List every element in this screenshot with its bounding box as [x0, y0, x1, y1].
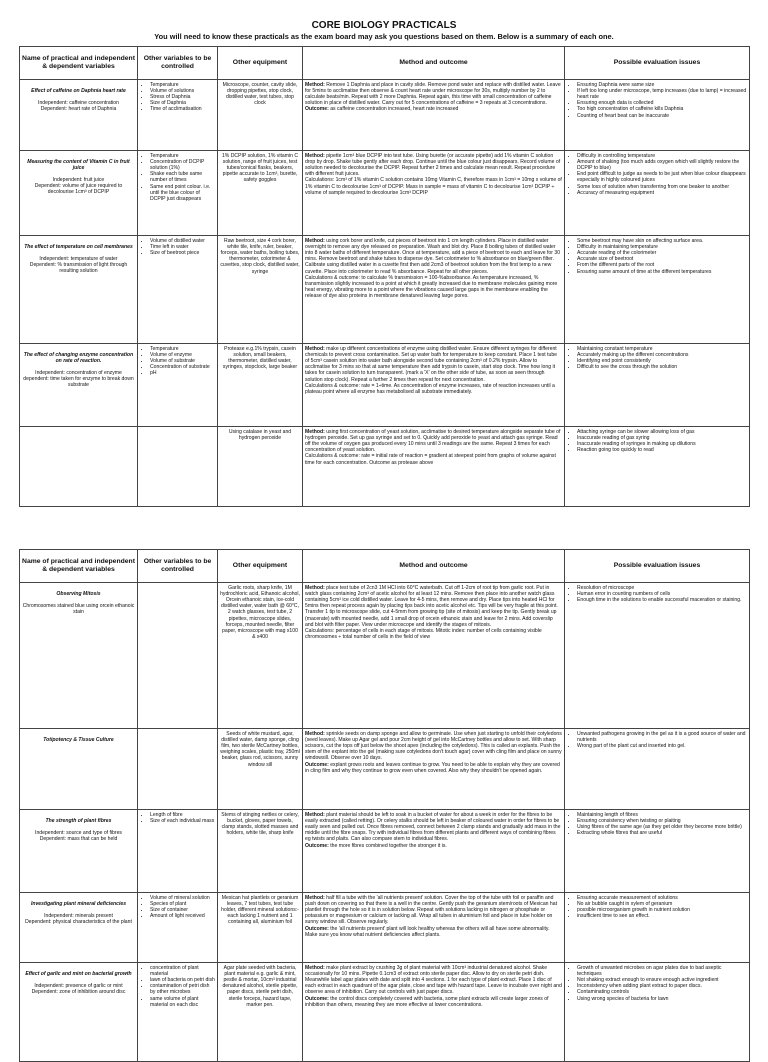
outcome-body: explant grows roots and leaves continue to grow. You need to be able to explain why they are covered in cling film and why they continue to grow even when covered. Also why they shouldn't be opened again. [305, 761, 560, 774]
list-item: • Volume of enzyme [150, 352, 215, 358]
evaluation-list [567, 82, 747, 119]
list-item: • concentration of plant material [150, 965, 215, 977]
practical-variables: Independent: presence of garlic or mint Dependent: zone of inhibition around disc [31, 982, 126, 995]
list-item: • same volume of plant material on each disc [150, 996, 215, 1008]
controlled-variables-cell [138, 80, 218, 151]
list-item: • Inaccurate reading of syringes in making up dilutions [577, 441, 747, 447]
equipment-cell [218, 427, 303, 507]
list-item: • Difficulty in controlling temperature [577, 153, 747, 159]
method-body: using cork borer and knife, cut pieces of beetroot into 1 cm length cylinders. Place in distilled water overnight to remove any dye released on preparation. Wash and blot dry. Place 8 boiling tubes of distilled water into 8 water baths of different temperature. Once at temperature, add a piece of beetroot to each and leave for 30 mins. Remove beetroot and shake tubes to disperse dye. Set colorimeter to % absorbance on blue/green filter. Calibrate using distilled water in a cuvette first then add 2cm3 of beetroot solution from the first temp to a new cuvette. Place into colorimeter to read % absorbance. Repeat for all other pieces. [305, 237, 561, 275]
evaluation-list [567, 812, 747, 837]
controlled-variables-cell [138, 236, 218, 344]
practical-cell [20, 151, 138, 236]
evaluation-list [567, 238, 747, 275]
list-item: • Ensuring accurate measurement of solutions [577, 895, 747, 901]
table-row [20, 583, 750, 729]
practical-cell [20, 236, 138, 344]
equipment-text: Garlic roots, sharp knife, 1M hydrochloric acid, Ethanoic alcohol, Orcein ethanoic stain, ice-cold distilled water, water bath @ 60°C, 2 watch glasses, test tube, 2 pipettes, microscope slides, forceps, mounted needle, filter paper, microscope with mag x100 & x400 [220, 584, 300, 641]
outcome-body: the 'all nutrients present' plant will look healthy whereas the others will all have some abnormality. Make sure you know what nutrient deficiencies affect plants. [305, 925, 550, 938]
practical-cell [20, 963, 138, 1062]
practical-variables: Chromosomes stained blue using orcein ethanoic stain [22, 602, 135, 615]
table-row [20, 151, 750, 236]
outcome-text [305, 762, 562, 774]
method-text [305, 585, 562, 628]
method-body: Remove 1 Daphnia and place in cavity slide. Remove pond water and replace with distilled water. Leave for 5mins to acclimatise then observe & count heart rate under microscope for 30s, multiply number by 2 to calculate beats/min. Repeat with 2 more Daphnia. Repeat again, this time with small concentration of caffeine solution in place of distilled water. Carry out for 5 concentrations of caffeine = 3 repeats at 3 concentrations. [305, 81, 561, 107]
equipment-cell [218, 729, 303, 810]
method-text [305, 153, 562, 178]
method-body: make plant extract by crushing 3g of plant material with 10cm³ industrial denatured alcohol. Shake occasionally for 10 mins. Pipette 0.1cm3 of extract onto sterile paper disc. Allow to dry on sterile petri dish. Meanwhile label agar plates with date and split into 4 sections. 1 for each type of plant extract. Place 1 disc of each extract in each quadrant of the agar plate, close and tape with hazard tape. Leave to incubate over night and observe area of inhibition. Carry out controls with just paper discs. [305, 964, 562, 996]
list-item: • Maintaining constant temperature [577, 346, 747, 352]
list-item: • Identifying end point consistently [577, 358, 747, 364]
list-item: • Enough time in the solutions to enable successful maceration or staining. [577, 597, 747, 603]
list-item: • Size of container [150, 907, 215, 913]
list-item: • insufficient time to see an effect. [577, 913, 747, 919]
page-title: CORE BIOLOGY PRACTICALS [311, 20, 457, 31]
list-item: • Temperature [150, 153, 215, 159]
controlled-variables-cell [138, 810, 218, 893]
method-text [305, 895, 562, 926]
outcome-body: the control discs completely covered with bacteria, some plant extracts will create larger zones of inhibition than others, meaning they are more effective at lower concentrations. [305, 995, 549, 1008]
list-item: • Ensuring enough data is collected [577, 100, 747, 106]
outcome-body: Calculations & outcome: rate = initial rate of reaction = gradient at steepest point from graphs of volume against time for each concentration. Outcome as protease above [305, 453, 556, 466]
evaluation-cell [565, 810, 750, 893]
list-item: • Using wrong species of bacteria for lawn [577, 996, 747, 1002]
table-row [20, 893, 750, 963]
method-cell [303, 893, 565, 963]
practical-cell [20, 893, 138, 963]
method-label: Method: [305, 730, 327, 737]
equipment-cell [218, 80, 303, 151]
outcome-label: Outcome: [305, 995, 331, 1002]
method-text [305, 812, 562, 843]
practical-name: Observing Mitosis [56, 590, 101, 597]
list-item: • Some loss of solution when transferring from one beaker to another [577, 184, 747, 190]
outcome-label: Outcome: [305, 761, 331, 768]
table-row [20, 80, 750, 151]
table-row [20, 810, 750, 893]
evaluation-list [567, 585, 747, 604]
equipment-text: Mexican hat plantlets or geranium leaves, 7 test tubes, test tube holder, different mineral solutions:- each lacking 1 nutrient and 1 containing all, aluminium foil [221, 894, 299, 926]
header-method: Method and outcome [303, 550, 565, 583]
table-row [20, 427, 750, 507]
practical-variables: Independent: fruit juice Dependent: volume of juice required to decolourise 1cm³ of DCPIP [34, 176, 123, 196]
method-cell [303, 344, 565, 427]
controlled-variables-list [140, 895, 215, 920]
list-item: • Accurate reading of the colorimeter [577, 250, 747, 256]
controlled-variables-cell [138, 583, 218, 729]
outcome-body: the more fibres combined together the stronger it is. [330, 842, 447, 849]
evaluation-list [567, 965, 747, 1002]
practical-cell [20, 427, 138, 507]
list-item: • Stress of Daphnia [150, 94, 215, 100]
method-label: Method: [305, 584, 327, 591]
outcome-text [305, 843, 562, 849]
evaluation-list [567, 895, 747, 920]
outcome-text [305, 177, 562, 196]
header-method: Method and outcome [303, 47, 565, 80]
practical-name: Measuring the content of Vitamin C in fruit juice [27, 158, 130, 171]
method-cell [303, 963, 565, 1062]
method-label: Method: [305, 811, 327, 818]
equipment-text: Protease e.g.1% trypsin, casein solution, small beakers, thermometer, distilled water, syringes, stopclock, large beaker [222, 345, 298, 371]
list-item: • Size of Daphnia [150, 100, 215, 106]
outcome-text [305, 996, 562, 1008]
list-item: • End point difficult to judge as needs to be just when blue colour disappears especially in highly coloured juices [577, 171, 747, 183]
practical-name: The effect of temperature on cell membranes [24, 243, 133, 250]
practical-variables: Independent: temperature of water Dependent: % transmission of light through resulting solution [29, 255, 128, 275]
document-page [0, 20, 768, 1044]
method-label: Method: [305, 894, 327, 901]
evaluation-cell [565, 963, 750, 1062]
list-item: • Inaccurate reading of gas syring [577, 435, 747, 441]
evaluation-cell [565, 427, 750, 507]
list-item: • Accurately making up the different concentrations [577, 352, 747, 358]
list-item: • Size of each individual mass [150, 818, 215, 824]
list-item: • Too high concentration of caffeine kills Daphnia [577, 106, 747, 112]
list-item: • Maintaining length of fibres [577, 812, 747, 818]
list-item: • Wrong part of the plant cut and inserted into gel. [577, 743, 747, 749]
practical-name: Effect of caffeine on Daphnia heart rate [31, 87, 126, 94]
evaluation-list [567, 153, 747, 196]
list-item: • possible microorganism growth in nutrient solution [577, 907, 747, 913]
list-item: • Accuracy of measuring equipment [577, 190, 747, 196]
method-body: plant material should be left to soak in a bucket of water for about a week in order for the fibres to be easily extracted (called retting). Or celery stalks should be left in beaker of coloured water in order for fibres to be easily seen and pulled out. Once fibres removed, connect between 2 clamp stands and gradually add mass in the middle until the fibre snaps. Try with individual fibres from different plants and different ways of combining fibres eg twists and plaits. Can also compare stem to individual fibres. [305, 811, 561, 843]
evaluation-cell [565, 151, 750, 236]
outcome-body: as caffeine concentration increased, heart rate increased [330, 106, 459, 113]
list-item: • Amount of light received [150, 913, 215, 919]
list-item: • Growth of unwanted microbes on agar plates due to bad aseptic techniques [577, 965, 747, 977]
method-cell [303, 80, 565, 151]
list-item: • Unwanted pathogens growing in the gel as it is a good source of water and nutrients [577, 731, 747, 743]
practical-cell [20, 729, 138, 810]
list-item: • Concentration of substrate [150, 364, 215, 370]
controlled-variables-list [140, 812, 215, 824]
list-item: • Same end point colour. i.e. until the blue colour of DCPIP just disappears [150, 184, 215, 203]
practical-cell [20, 344, 138, 427]
list-item: • Using fibres of the same age (as they get older they become more brittle) [577, 824, 747, 830]
outcome-body: Calculations: 1cm³ of 1% vitamin C solution contains 10mg Vitamin C, therefore mass in 1cm³ = 10mg x volume of 1% vitamin C to decolourise 1cm³ of DCPIP. Mass in sample = mass of vitamin C to decolourise 1cm³ DCPIP ÷ volume of sample required to decolourise 1cm³ DCPIP [305, 177, 562, 196]
list-item: • Volume of mineral solution [150, 895, 215, 901]
practical-variables: Independent: source and type of fibres Dependent: mass that can be held [35, 829, 122, 842]
outcome-text [305, 275, 562, 300]
list-item: • Time left in water [150, 244, 215, 250]
header-practical: Name of practical and independent & dependent variables [20, 550, 138, 583]
method-body: pipette 1cm³ blue DCPIP into test tube. Using burette (or accurate pipette) add 1% vitamin C solution drop by drop. Shake tube gently after each drop. Continue until the blue colour just disappears. Record volume of solution needed to decolourise the DCPIP. Repeat further 2 times and calculate mean result. Repeat procedure with different fruit juices. [305, 152, 561, 178]
evaluation-cell [565, 729, 750, 810]
list-item: • Human error in counting numbers of cells [577, 591, 747, 597]
method-text [305, 346, 562, 383]
outcome-text [305, 628, 562, 640]
controlled-variables-cell [138, 344, 218, 427]
list-item: • Concentration of DCPIP solution (1%) [150, 159, 215, 171]
method-label: Method: [305, 964, 327, 971]
practical-name: The strength of plant fibres [45, 817, 112, 824]
list-item: • Volume of substrate [150, 358, 215, 364]
list-item: • Size of beetroot piece [150, 250, 215, 256]
method-label: Method: [305, 237, 327, 244]
outcome-text [305, 453, 562, 465]
practical-variables: Independent: concentration of enzyme dependent: time taken for enzyme to break down substrate [23, 369, 134, 389]
table-row [20, 236, 750, 344]
equipment-cell [218, 344, 303, 427]
practical-name: Effect of garlic and mint on bacterial growth [25, 970, 132, 977]
controlled-variables-cell [138, 427, 218, 507]
evaluation-list [567, 731, 747, 750]
evaluation-list [567, 346, 747, 371]
page-subtitle: You will need to know these practicals as the exam board may ask you questions based on them. Below is a summary of each one. [154, 32, 614, 41]
method-label: Method: [305, 152, 327, 159]
list-item: • contamination of petri dish by other microbes [150, 983, 215, 995]
method-text [305, 238, 562, 275]
table-row [20, 729, 750, 810]
method-text [305, 82, 562, 107]
list-item: • Amount of shaking (too much adds oxygen which will slightly restore the DCPIP to blue) [577, 159, 747, 171]
list-item: • Accurate size of beetroot [577, 256, 747, 262]
practical-name: Investigating plant mineral deficiencies [30, 900, 127, 907]
equipment-text: Raw beetroot, size 4 cork borer, white tile, knife, ruler, beaker, forceps, water baths, boiling tubes, thermometer, colorimeter & cuvettes, stop clock, distilled water, syringe [220, 237, 300, 275]
list-item: • Time of acclimatisation [150, 106, 215, 112]
list-item: • From the different parts of the root [577, 262, 747, 268]
method-body: using first concentration of yeast solution, acclimatise to desired temperature alongside separate tube of hydrogen peroxide. Set up gas syringe and set to 0. Quickly add peroxide to yeast and attach gas syringe. Read off the volume of oxygen gas produced every 10 mins until 3 readings are the same. Repeat 3 times for each concentration of yeast solution. [305, 428, 561, 454]
evaluation-cell [565, 236, 750, 344]
method-cell [303, 236, 565, 344]
method-cell [303, 151, 565, 236]
table-header-row [20, 47, 750, 80]
method-text [305, 965, 562, 996]
evaluation-cell [565, 344, 750, 427]
method-text [305, 731, 562, 762]
method-cell [303, 427, 565, 507]
list-item: • Difficulty in maintaining temperature [577, 244, 747, 250]
outcome-label: Outcome: [305, 842, 331, 849]
method-label: Method: [305, 81, 327, 88]
equipment-text: Microscope, counter, cavity slide, dropping pipettes, stop clock, distilled water, test tubes, stop clock [222, 81, 298, 107]
list-item: • Extracting whole fibres that are useful [577, 830, 747, 836]
controlled-variables-cell [138, 963, 218, 1062]
evaluation-cell [565, 893, 750, 963]
controlled-variables-list [140, 965, 215, 1008]
controlled-variables-list [140, 238, 215, 257]
list-item: • Species of plant [150, 901, 215, 907]
practical-cell [20, 80, 138, 151]
table-header-row [20, 550, 750, 583]
practical-cell [20, 810, 138, 893]
practical-variables: Independent: caffeine concentration Dependent: heart rate of Daphnia [38, 99, 119, 112]
practicals-table-2 [19, 549, 750, 1062]
list-item: • Temperature [150, 346, 215, 352]
method-cell [303, 583, 565, 729]
list-item: • Ensuring Daphnia were same size [577, 82, 747, 88]
table-row [20, 963, 750, 1062]
evaluation-cell [565, 583, 750, 729]
equipment-cell [218, 963, 303, 1062]
equipment-text: 1% DCPIP solution, 1% vitamin C solution, range of fruit juices, test tubes/conical flasks, beakers, pipette accurate to 1cm³, burette, safety goggles [221, 152, 299, 184]
list-item: • If left too long under microscope, temp increases (due to lamp) = increased heart rate [577, 88, 747, 100]
equipment-text: Stems of stinging nettles or celery, bucket, gloves, paper towels, clamp stands, slotted masses and holders, white tile, sharp knife [221, 811, 299, 837]
equipment-text: Seeds of white mustard, agar, distilled water, damp sponge, cling film, two sterile McCartney bottles, weighing scales, plastic tray, 250ml beaker, glass rod, scissors, sunny window sill [220, 730, 300, 768]
list-item: • Resolution of microscope [577, 585, 747, 591]
list-item: • No air bubble caught in xylem of geranium [577, 901, 747, 907]
practical-cell [20, 583, 138, 729]
header-evaluation: Possible evaluation issues [565, 47, 750, 80]
equipment-cell [218, 893, 303, 963]
equipment-cell [218, 810, 303, 893]
method-label: Method: [305, 345, 327, 352]
equipment-cell [218, 583, 303, 729]
method-cell [303, 810, 565, 893]
equipment-text: Agar plate seeded with bacteria, plant material e.g. garlic & mint, pestle & mortar, 10cm³ industrial denatured alcohol, sterile pipette, paper discs, sterile petri dish, sterile forceps, hazard tape, marker pen. [222, 964, 298, 1008]
header-controlled: Other variables to be controlled [138, 550, 218, 583]
list-item: • Counting of heart beat can be inaccurate [577, 113, 747, 119]
controlled-variables-cell [138, 151, 218, 236]
equipment-cell [218, 151, 303, 236]
method-label: Method: [305, 428, 327, 435]
controlled-variables-cell [138, 729, 218, 810]
list-item: • pH [150, 370, 215, 376]
list-item: • Not shaking extract enough to ensure enough active ingredient [577, 977, 747, 983]
outcome-text [305, 926, 562, 938]
practicals-table-1 [19, 46, 750, 507]
evaluation-cell [565, 80, 750, 151]
outcome-body: Calculations & outcome: to calculate % transmission = 100-%absorbance. As temperature increased, % transmission slightly increased to a point at which it greatly increased due to membrane molecules gaining more heat energy, vibrating more to a point where the vibrations caused large gaps in the membrane enabling the release of dye also proteins in membrane denatured leaving large pores. [305, 274, 558, 300]
list-item: • lawn of bacteria on petri dish [150, 977, 215, 983]
header-evaluation: Possible evaluation issues [565, 550, 750, 583]
outcome-text [305, 383, 562, 395]
controlled-variables-list [140, 153, 215, 203]
header-practical: Name of practical and independent & dependent variables [20, 47, 138, 80]
list-item: • Ensuring consistency when twisting or plaiting [577, 818, 747, 824]
outcome-label: Outcome: [305, 106, 331, 113]
list-item: • Ensuring same amount of time at the different temperatures [577, 269, 747, 275]
list-item: • Shake each tube same number of times [150, 171, 215, 183]
method-body: sprinkle seeds on damp sponge and allow to germinate. Use when just starting to unfold their cotyledons (seed leaves). Make up Agar gel and pour 2cm height of gel into McCartney bottles and allow to set. With sharp scissors, cut the tops off just below the shoot apex (including the cotyledons). This is called an explants. Push the stem of the explant into the gel (making sure cotyledons don't touch agar) cover with cling film and place on sunny windowsill. Observe over 10 days. [305, 730, 562, 762]
equipment-cell [218, 236, 303, 344]
outcome-text [305, 106, 562, 112]
practical-name: Totipotency & Tissue Culture [43, 736, 114, 743]
list-item: • Some beetroot may have skin on affecting surface area. [577, 238, 747, 244]
list-item: • Inconsistency when adding plant extract to paper discs. [577, 983, 747, 989]
method-body: make up different concentrations of enzyme using distilled water. Ensure different syringes for different chemicals to prevent cross contamination. Set up water bath for temperature to keep constant. Place 1 test tube of 5cm³ casein solution into water bath alongside second tube containing 2cm³ of 0.2% trypsin. Allow to acclimatise for 3 mins so that at same temperature then add trypsin to casein, start stop clock. Time how long it takes for casein solution to turn transparent. (mark a 'X' on the other side of tube, as soon as seen through solution stop clock). Repeat a further 2 times then repeat for next concentration. [305, 345, 557, 383]
list-item: • Contaminating controls [577, 989, 747, 995]
header-equipment: Other equipment [218, 550, 303, 583]
practical-name: The effect of changing enzyme concentration on rate of reaction. [23, 351, 134, 364]
controlled-variables-list [140, 82, 215, 113]
list-item: • Volume of distilled water [150, 238, 215, 244]
practical-variables: Independent: minerals present Dependent: physical characteristics of the plant [25, 912, 132, 925]
list-item: • Volume of solutions [150, 88, 215, 94]
evaluation-list [567, 429, 747, 454]
list-item: • Attaching syringe can be slower allowing loss of gas [577, 429, 747, 435]
outcome-label: Outcome: [305, 925, 331, 932]
list-item: • Length of fibre [150, 812, 215, 818]
outcome-body: Calculations & outcome: rate = 1÷time. As concentration of enzyme increases, rate of reaction increases until a plateau point where all enzyme has metabolised all substrate immediately. [305, 382, 555, 395]
header-equipment: Other equipment [218, 47, 303, 80]
equipment-text: Using catalase in yeast and hydrogen peroxide [228, 428, 292, 441]
outcome-body: Calculations: percentage of cells in each stage of mitosis. Mitotic index: number of cells containing visible chromosomes ÷ total number of cells in the field of view [305, 627, 542, 641]
table-row [20, 344, 750, 427]
controlled-variables-list [140, 346, 215, 377]
list-item: • Reaction going too quickly to read [577, 447, 747, 453]
list-item: • Temperature [150, 82, 215, 88]
method-body: half fill a tube with the 'all nutrients present' solution. Cover the top of the tube with foil or paraffin and push down on covering so that there is a well in the centre. Gently push the geranium stem/roots of Mexican hat plantlet through the hole so it is in solution below. Repeat with solutions lacking in nitrogen or phosphate or potassium or magnesium or calcium or lacking all. Wrap all tubes in aluminium foil and place in tube holder on sunny window sill. Observe regularly. [305, 894, 557, 926]
method-body: place test tube of 2cn3 1M HCl into 60°C waterbath. Cut off 1-2cm of root tip from garlic root. Put in watch glass containing 2cm³ of acetic alcohol for at least 12 mins. Remove then place into another watch glass containing 5cm³ ice cold distilled water. Leave for 4-5 mins, then remove and dry. Place tips into heated HCl for 5mins then repeat process again by placing tips back into acetic alcohol etc. Tips will be very fragile at this point. Transfer 1 tip to microscope slide, cut 4-5mm from growing tip (site of mitosis) and keep the tip. Gently break up (macerate) with mounted needle, add 1 small drop of orcein ethanoic stain and leave for 2 mins. Add coverslip and blot with filter paper. View under microscope and identify the stages of mitosis. [305, 584, 558, 628]
header-controlled: Other variables to be controlled [138, 47, 218, 80]
controlled-variables-cell [138, 893, 218, 963]
list-item: • Difficult to see the cross through the solution [577, 364, 747, 370]
method-text [305, 429, 562, 454]
method-cell [303, 729, 565, 810]
